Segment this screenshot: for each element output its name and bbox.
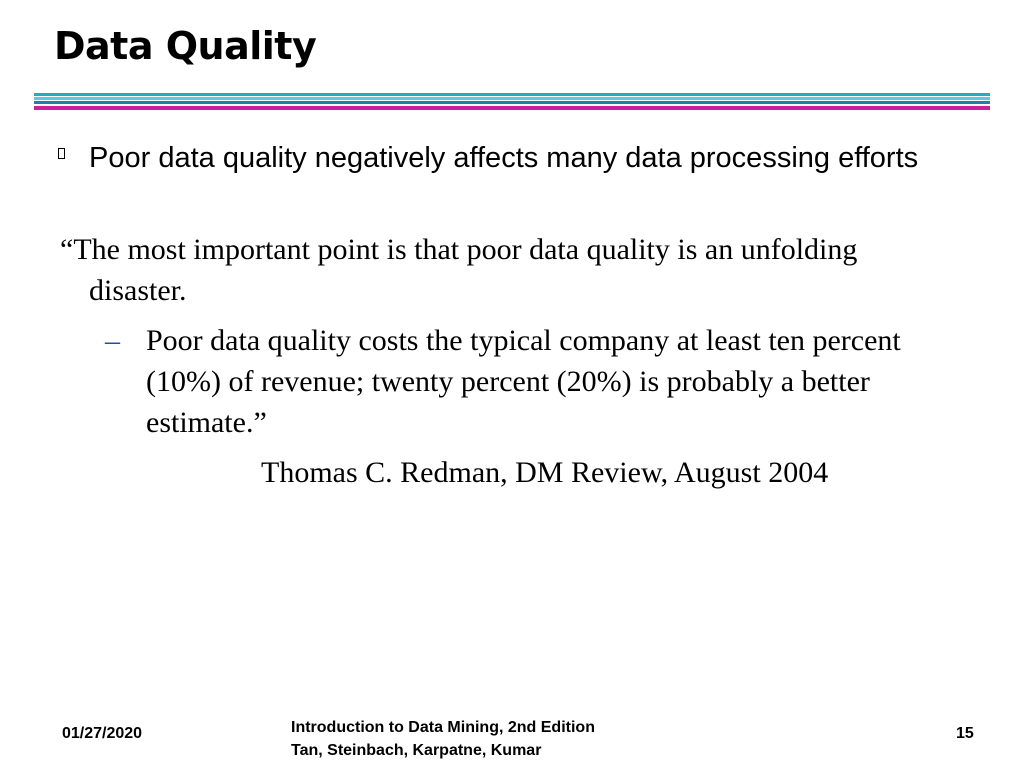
quote-text: [60, 229, 980, 311]
sub-bullet-point: Poor data quality costs the typical company at least ten percent (10%) of revenue; twenty percent (20%) is probably a better estimate.”: [146, 324, 901, 439]
title-underline-rule: [34, 97, 990, 100]
slide-title: Data Quality: [54, 24, 317, 68]
quote-line-1: “The most important point is that poor data quality is an unfolding: [60, 233, 858, 266]
title-underline-rule-accent: [34, 106, 990, 110]
footer-book-title: Introduction to Data Mining, 2nd Edition: [291, 719, 595, 736]
bullet-point-1: Poor data quality negatively affects many data processing efforts: [89, 142, 919, 174]
square-bullet-icon: [58, 148, 65, 159]
quote-attribution: Thomas C. Redman, DM Review, August 2004: [261, 456, 829, 489]
sub-bullet-dash: –: [105, 324, 120, 357]
footer-date: 01/27/2020: [62, 725, 143, 742]
title-underline-rule: [34, 101, 990, 104]
title-underline-rule: [34, 93, 990, 96]
quote-line-2: disaster.: [89, 274, 187, 307]
page-number: 15: [956, 725, 974, 742]
footer-authors: Tan, Steinbach, Karpatne, Kumar: [291, 742, 542, 759]
footer-book-info: [291, 716, 595, 762]
